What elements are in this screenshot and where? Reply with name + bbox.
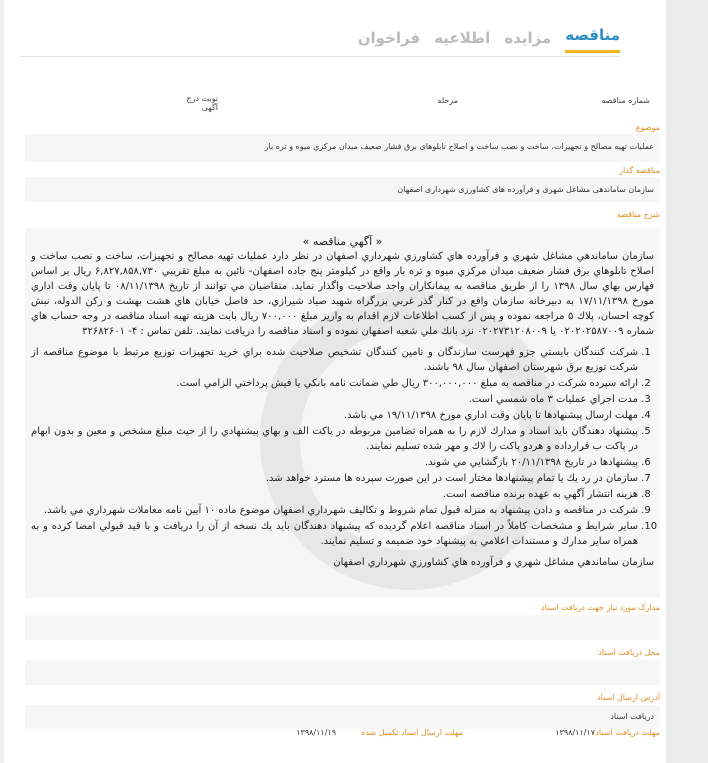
documents-location-value [25, 660, 660, 685]
left-edge [0, 0, 4, 763]
conditions-list [31, 345, 654, 549]
tenderer-label: مناقصه گذار [619, 166, 660, 175]
tab-tender[interactable]: مناقصه [565, 26, 620, 53]
notice-intro: سازمان ساماندهي مشاغل شهري و فرآورده هاي كشاورزي شهرداري اصفهان در نظر دارد عمليات تهيه مصالح و تجهيزات، ساخت و نصب ساخت و اصلاح تابلوهاي برق فشار ضعيف ميدان مركزي ميوه و تره بار واقع در كيلومتر پنج جاده اصفهان- نائين به مبلغ تقريبي ۶,۸۲۷,۸۵۸,۷۳۰ ريال بر اساس فهارس بهاي سال ۱۳۹۸ را از طريق مناقصه به پيمانكاران واجد صلاحيت واگذار نمايد. متقاضيان مي توانند از تاريخ ۰۸/۱۱/۱۳۹۸ تا پايان وقت اداري مورخ ۱۷/۱۱/۱۳۹۸ به دبيرخانه سازمان واقع در كنار گذر غربي بزرگراه شهيد صياد شيرازي، حد فاصل خيابان هاي هشت بهشت و ركن الدوله، نبش كوچه احسان، پلاك ۵ مراجعه نموده و پس از كسب اطلاعات لازم اقدام به واريز مبلغ ۷۰۰,۰۰۰ ريال بابت هزينه تهيه اسناد مناقصه در وجه حساب هاي شماره ۰۲۰۲۰۲۵۸۷۰۰۹ يا ۰۲۰۲۷۳۱۲۰۸۰۰۹ نزد بانك ملي شعبه اصفهان نموده و اسناد مناقصه را دريافت نمايند. تلفن تماس : ۴- ۳۲۶۸۲۶۰۱ [31, 251, 654, 337]
tab-call[interactable]: فراخوان [357, 29, 421, 47]
send-deadline-date: ۱۳۹۸/۱۱/۱۹ [296, 728, 336, 737]
condition-item: 7. سازمان در رد يك يا تمام پيشنهادها مختار است در اين صورت سپرده ها مسترد خواهد شد. [31, 471, 638, 486]
condition-item: 4. مهلت ارسال پيشنهادها تا پايان وقت اداري مورخ ۱۹/۱۱/۱۳۹۸ مي باشد. [31, 408, 638, 423]
send-address-value: دریافت اسناد [25, 705, 660, 729]
condition-item: 1. شركت كنندگان بايستي جزو فهرست سازندگان و تامين كنندگان تشخيص صلاحيت شده براي خريد تجهيزات توزيع مرتبط با موضوع مناقصه از شركت توزيع برق شهرستان اصفهان سال ۹۸ باشند. [31, 345, 638, 375]
documents-required-value [25, 615, 660, 640]
condition-item: 5. پيشنهاد دهندگان بايد اسناد و مدارك لازم را به همراه تضامين مربوطه در پاكت الف و بهاي پيشنهادي را از حيث مبلغ مشخص و معين و بدون ابهام در پاكت ب قرارداده و هردو پاكت را لاك و مهر شده تسليم نمايند. [31, 424, 638, 454]
condition-item: 9. شركت در مناقصه و دادن پيشنهاد به منزله قبول تمام شروط و تكاليف شهرداري اصفهان موضوع ماده ۱۰ آيين نامه معاملات شهرداري مي باشد. [31, 503, 638, 518]
tab-bar [358, 26, 620, 53]
condition-item: 3. مدت اجراي عمليات ۳ ماه شمسي است. [31, 392, 638, 407]
tab-divider [20, 56, 620, 57]
send-deadline-label: مهلت ارسال اسناد تکمیل شده [361, 728, 463, 737]
notice-heading: « آگهي مناقصه » [302, 235, 383, 248]
condition-item: 6. پيشنهادها در تاريخ ۲۰/۱۱/۱۳۹۸ بازگشايي مي شوند. [31, 455, 638, 470]
subject-value: عملیات تهیه مصالح و تجهیزات، ساخت و نصب ساخت و اصلاح تابلوهای برق فشار ضعیف میدان مرکزي میوه و تره بار [25, 134, 660, 162]
documents-location-label: محل دریافت اسناد [598, 648, 660, 657]
receive-deadline-label: مهلت دریافت اسناد [595, 728, 660, 737]
condition-item: 8. هزينه انتشار آگهي به عهده برنده مناقصه است. [31, 487, 638, 502]
tenderer-value: سازمان ساماندهی مشاغل شهری و فرآورده های کشاورزی شهرداری اصفهان [25, 177, 660, 202]
documents-required-label: مدارک مورد نیاز جهت دریافت اسناد [541, 603, 660, 612]
receive-deadline-date: ۱۳۹۸/۱۱/۱۷ [555, 728, 595, 737]
tab-notice[interactable]: اطلاعیه [434, 29, 491, 47]
right-sidebar [666, 0, 708, 763]
round-label: نوبت درج آگهی [186, 94, 218, 112]
description-box [25, 228, 660, 598]
condition-item: 10. ساير شرايط و مشخصات كاملاً در اسناد مناقصه اعلام گرديده كه پيشنهاد دهندگان بايد يك نسخه از آن را دريافت و با قيد قبولي امضا كرده و به همراه ساير مدارك و مستندات اعلامي به پيشنهاد خود ضميمه و تسليم نمايند. [31, 519, 638, 549]
notice-signature: سازمان ساماندهي مشاغل شهري و فرآورده هاي كشاورزي شهرداري اصفهان [333, 557, 654, 568]
subject-label: موضوع [635, 123, 660, 132]
send-address-label: آدرس ارسال اسناد [597, 693, 660, 702]
stage-label: مرحله [437, 96, 458, 105]
tender-number-label: شماره مناقصه [601, 96, 650, 105]
tab-auction[interactable]: مزایده [504, 29, 552, 47]
condition-item: 2. ارائه سپرده شركت در مناقصه به مبلغ ۳۰۰,۰۰۰,۰۰۰ ريال طي ضمانت نامه بانكي يا فيش پرداختي الزامي است. [31, 376, 638, 391]
description-label: شرح مناقصه [616, 210, 660, 219]
